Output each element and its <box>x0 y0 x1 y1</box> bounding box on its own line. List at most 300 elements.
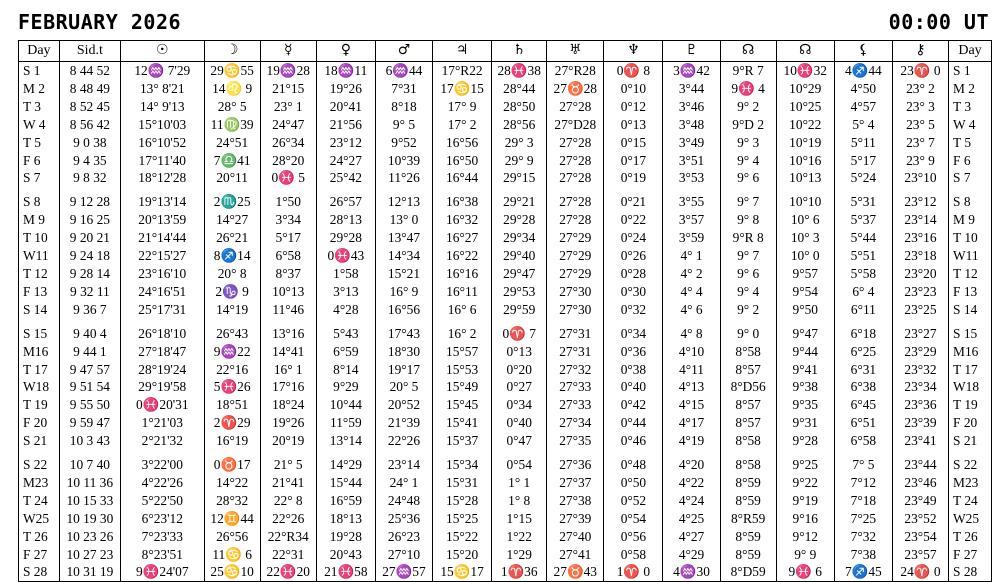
day-cell: T 5 <box>949 134 992 152</box>
chiron-cell: 24♈ 0 <box>892 563 948 581</box>
chiron-cell: 23°29 <box>892 343 948 361</box>
pluto-cell: 4° 8 <box>663 325 720 343</box>
table-row <box>19 528 992 546</box>
table-row <box>19 361 992 379</box>
venus-cell: 1°58 <box>316 265 375 283</box>
jupiter-cell: 16°11 <box>433 283 492 301</box>
true-node-cell: 9°50 <box>776 301 834 319</box>
uranus-cell: 27°32 <box>547 361 604 379</box>
sun-cell: 2°21'32 <box>120 432 204 450</box>
chiron-cell: 23°52 <box>892 510 948 528</box>
true-node-cell: 9°28 <box>776 432 834 450</box>
jupiter-cell: 15°31 <box>433 474 492 492</box>
column-header-venus: ♀ <box>316 41 375 62</box>
mercury-cell: 22° 8 <box>260 492 316 510</box>
venus-cell: 23°12 <box>316 134 375 152</box>
mean-node-cell: 9° 8 <box>720 211 776 229</box>
lilith-cell: 6°31 <box>834 361 892 379</box>
mean-node-cell: 9° 6 <box>720 265 776 283</box>
chiron-cell: 23° 9 <box>892 152 948 170</box>
mean-node-cell: 8°57 <box>720 414 776 432</box>
mercury-cell: 8°37 <box>260 265 316 283</box>
venus-cell: 13°14 <box>316 432 375 450</box>
jupiter-cell: 16°16 <box>433 265 492 283</box>
jupiter-cell: 16°50 <box>433 152 492 170</box>
day-cell: T 26 <box>949 528 992 546</box>
sun-cell: 4°22'26 <box>120 474 204 492</box>
chiron-cell: 23° 3 <box>892 98 948 116</box>
neptune-cell: 0°52 <box>604 492 663 510</box>
sun-cell: 3°22'00 <box>120 456 204 474</box>
day-cell: T 12 <box>19 265 60 283</box>
mercury-cell: 18°24 <box>260 396 316 414</box>
chiron-cell: 23°16 <box>892 229 948 247</box>
sun-cell: 12♒ 7'29 <box>120 62 204 80</box>
venus-cell: 6°59 <box>316 343 375 361</box>
mars-cell: 25°36 <box>375 510 432 528</box>
moon-cell: 11♍39 <box>204 116 260 134</box>
pluto-cell: 4° 1 <box>663 247 720 265</box>
mercury-cell: 5°17 <box>260 229 316 247</box>
pluto-cell: 4°29 <box>663 546 720 564</box>
sidereal-time-cell: 9 44 1 <box>59 343 120 361</box>
mercury-cell: 1°50 <box>260 193 316 211</box>
sidereal-time-cell: 8 48 49 <box>59 80 120 98</box>
jupiter-cell: 15°45 <box>433 396 492 414</box>
moon-cell: 8♐14 <box>204 247 260 265</box>
mercury-cell: 19°26 <box>260 414 316 432</box>
moon-cell: 26°56 <box>204 528 260 546</box>
day-cell: F 13 <box>949 283 992 301</box>
lilith-cell: 5°17 <box>834 152 892 170</box>
sidereal-time-cell: 9 32 11 <box>59 283 120 301</box>
moon-cell: 2♏25 <box>204 193 260 211</box>
column-header-jupiter: ♃ <box>433 41 492 62</box>
saturn-cell: 29° 3 <box>492 134 547 152</box>
day-cell: S 1 <box>949 62 992 80</box>
day-cell: T 5 <box>19 134 60 152</box>
uranus-cell: 27°34 <box>547 414 604 432</box>
jupiter-cell: 15♋17 <box>433 563 492 581</box>
column-header-true-node: ☊ <box>776 41 834 62</box>
day-cell: S 14 <box>19 301 60 319</box>
sidereal-time-cell: 9 28 14 <box>59 265 120 283</box>
lilith-cell: 7°32 <box>834 528 892 546</box>
pluto-cell: 4°17 <box>663 414 720 432</box>
venus-cell: 15°44 <box>316 474 375 492</box>
month-title: FEBRUARY 2026 <box>18 10 182 34</box>
day-cell: S 22 <box>949 456 992 474</box>
uranus-cell: 27°28 <box>547 134 604 152</box>
pluto-cell: 3°49 <box>663 134 720 152</box>
table-row <box>19 265 992 283</box>
table-row <box>19 247 992 265</box>
true-node-cell: 10°29 <box>776 80 834 98</box>
saturn-cell: 29°21 <box>492 193 547 211</box>
sun-cell: 21°14'44 <box>120 229 204 247</box>
sun-cell: 23°16'10 <box>120 265 204 283</box>
mean-node-cell: 8°R59 <box>720 510 776 528</box>
uranus-cell: 27°36 <box>547 456 604 474</box>
lilith-cell: 7♐45 <box>834 563 892 581</box>
mars-cell: 12°13 <box>375 193 432 211</box>
sidereal-time-cell: 10 7 40 <box>59 456 120 474</box>
chiron-cell: 23♈ 0 <box>892 62 948 80</box>
chiron-cell: 23°20 <box>892 265 948 283</box>
true-node-cell: 9°38 <box>776 378 834 396</box>
jupiter-cell: 17° 9 <box>433 98 492 116</box>
true-node-cell: 9°41 <box>776 361 834 379</box>
day-cell: F 20 <box>19 414 60 432</box>
mean-node-cell: 9° 4 <box>720 283 776 301</box>
mars-cell: 20°52 <box>375 396 432 414</box>
sidereal-time-cell: 9 55 50 <box>59 396 120 414</box>
uranus-cell: 27°30 <box>547 301 604 319</box>
table-row <box>19 474 992 492</box>
sidereal-time-cell: 9 40 4 <box>59 325 120 343</box>
true-node-cell: 10°19 <box>776 134 834 152</box>
neptune-cell: 0°50 <box>604 474 663 492</box>
uranus-cell: 27°28 <box>547 211 604 229</box>
mercury-cell: 20°19 <box>260 432 316 450</box>
mercury-cell: 13°16 <box>260 325 316 343</box>
uranus-cell: 27°31 <box>547 325 604 343</box>
mars-cell: 18°30 <box>375 343 432 361</box>
chiron-cell: 23°27 <box>892 325 948 343</box>
mean-node-cell: 9° 3 <box>720 134 776 152</box>
saturn-cell: 29°40 <box>492 247 547 265</box>
uranus-cell: 27°29 <box>547 247 604 265</box>
true-node-cell: 9°54 <box>776 283 834 301</box>
mercury-cell: 22°R34 <box>260 528 316 546</box>
lilith-cell: 5°31 <box>834 193 892 211</box>
chiron-cell: 23°25 <box>892 301 948 319</box>
jupiter-cell: 16°56 <box>433 134 492 152</box>
table-row <box>19 134 992 152</box>
table-row <box>19 229 992 247</box>
true-node-cell: 9°35 <box>776 396 834 414</box>
mercury-cell: 22°31 <box>260 546 316 564</box>
sidereal-time-cell: 9 24 18 <box>59 247 120 265</box>
table-row <box>19 152 992 170</box>
lilith-cell: 7°25 <box>834 510 892 528</box>
neptune-cell: 0°28 <box>604 265 663 283</box>
pluto-cell: 4°19 <box>663 432 720 450</box>
uranus-cell: 27♉28 <box>547 80 604 98</box>
table-row <box>19 301 992 319</box>
saturn-cell: 1° 1 <box>492 474 547 492</box>
sidereal-time-cell: 10 27 23 <box>59 546 120 564</box>
mercury-cell: 6°58 <box>260 247 316 265</box>
mean-node-cell: 8°57 <box>720 396 776 414</box>
venus-cell: 14°29 <box>316 456 375 474</box>
uranus-cell: 27°41 <box>547 546 604 564</box>
sidereal-time-cell: 8 56 42 <box>59 116 120 134</box>
true-node-cell: 9°22 <box>776 474 834 492</box>
venus-cell: 26°57 <box>316 193 375 211</box>
table-row <box>19 414 992 432</box>
saturn-cell: 29°28 <box>492 211 547 229</box>
pluto-cell: 3°51 <box>663 152 720 170</box>
mars-cell: 17°43 <box>375 325 432 343</box>
uranus-cell: 27°38 <box>547 492 604 510</box>
sun-cell: 1°21'03 <box>120 414 204 432</box>
venus-cell: 5°43 <box>316 325 375 343</box>
mean-node-cell: 8°58 <box>720 432 776 450</box>
jupiter-cell: 16°38 <box>433 193 492 211</box>
lilith-cell: 6°51 <box>834 414 892 432</box>
moon-cell: 26°43 <box>204 325 260 343</box>
neptune-cell: 0°46 <box>604 432 663 450</box>
sun-cell: 29°19'58 <box>120 378 204 396</box>
table-row <box>19 193 992 211</box>
venus-cell: 9°29 <box>316 378 375 396</box>
saturn-cell: 0°54 <box>492 456 547 474</box>
moon-cell: 22°16 <box>204 361 260 379</box>
sidereal-time-cell: 9 8 32 <box>59 169 120 187</box>
neptune-cell: 0°34 <box>604 325 663 343</box>
sun-cell: 20°13'59 <box>120 211 204 229</box>
neptune-cell: 0°30 <box>604 283 663 301</box>
day-cell: S 28 <box>19 563 60 581</box>
mercury-cell: 22♓20 <box>260 563 316 581</box>
chiron-cell: 23°54 <box>892 528 948 546</box>
day-cell: T 17 <box>949 361 992 379</box>
true-node-cell: 10°22 <box>776 116 834 134</box>
jupiter-cell: 15°57 <box>433 343 492 361</box>
saturn-cell: 28°44 <box>492 80 547 98</box>
mars-cell: 23°14 <box>375 456 432 474</box>
mercury-cell: 0♓ 5 <box>260 169 316 187</box>
day-cell: F 6 <box>19 152 60 170</box>
neptune-cell: 0°22 <box>604 211 663 229</box>
true-node-cell: 9°47 <box>776 325 834 343</box>
moon-cell: 16°19 <box>204 432 260 450</box>
venus-cell: 24°27 <box>316 152 375 170</box>
day-cell: S 21 <box>949 432 992 450</box>
pluto-cell: 4°11 <box>663 361 720 379</box>
sun-cell: 7°23'33 <box>120 528 204 546</box>
mean-node-cell: 9° 2 <box>720 301 776 319</box>
table-row <box>19 283 992 301</box>
saturn-cell: 0°40 <box>492 414 547 432</box>
pluto-cell: 4°20 <box>663 456 720 474</box>
true-node-cell: 9°57 <box>776 265 834 283</box>
true-node-cell: 9°19 <box>776 492 834 510</box>
saturn-cell: 29°59 <box>492 301 547 319</box>
ephemeris-table <box>18 40 992 582</box>
mars-cell: 19°17 <box>375 361 432 379</box>
moon-cell: 0♉17 <box>204 456 260 474</box>
pluto-cell: 4♒30 <box>663 563 720 581</box>
day-cell: W18 <box>19 378 60 396</box>
mars-cell: 7°31 <box>375 80 432 98</box>
jupiter-cell: 15°25 <box>433 510 492 528</box>
pluto-cell: 3°44 <box>663 80 720 98</box>
true-node-cell: 9♓ 6 <box>776 563 834 581</box>
sidereal-time-cell: 10 19 30 <box>59 510 120 528</box>
sun-cell: 25°17'31 <box>120 301 204 319</box>
moon-cell: 12♊44 <box>204 510 260 528</box>
column-header-sidereal-time: Sid.t <box>59 41 120 62</box>
venus-cell: 11°59 <box>316 414 375 432</box>
day-cell: M16 <box>949 343 992 361</box>
saturn-cell: 0°47 <box>492 432 547 450</box>
day-cell: F 20 <box>949 414 992 432</box>
saturn-cell: 1°15 <box>492 510 547 528</box>
mars-cell: 24° 1 <box>375 474 432 492</box>
uranus-cell: 27°29 <box>547 265 604 283</box>
sidereal-time-cell: 10 3 43 <box>59 432 120 450</box>
sidereal-time-cell: 10 15 33 <box>59 492 120 510</box>
column-header-chiron: ⚷ <box>892 41 948 62</box>
mars-cell: 9°52 <box>375 134 432 152</box>
sidereal-time-cell: 9 59 47 <box>59 414 120 432</box>
lilith-cell: 5° 4 <box>834 116 892 134</box>
pluto-cell: 4°13 <box>663 378 720 396</box>
sidereal-time-cell: 9 4 35 <box>59 152 120 170</box>
lilith-cell: 4♐44 <box>834 62 892 80</box>
column-header-uranus: ♅ <box>547 41 604 62</box>
mercury-cell: 22°26 <box>260 510 316 528</box>
day-cell: S 15 <box>949 325 992 343</box>
mars-cell: 14°34 <box>375 247 432 265</box>
saturn-cell: 28°56 <box>492 116 547 134</box>
table-row <box>19 396 992 414</box>
moon-cell: 14♌ 9 <box>204 80 260 98</box>
jupiter-cell: 16°44 <box>433 169 492 187</box>
mean-node-cell: 8°D59 <box>720 563 776 581</box>
lilith-cell: 6° 4 <box>834 283 892 301</box>
day-cell: S 14 <box>949 301 992 319</box>
true-node-cell: 9°12 <box>776 528 834 546</box>
day-cell: S 15 <box>19 325 60 343</box>
lilith-cell: 6°45 <box>834 396 892 414</box>
moon-cell: 11♋ 6 <box>204 546 260 564</box>
true-node-cell: 9° 9 <box>776 546 834 564</box>
saturn-cell: 29°15 <box>492 169 547 187</box>
mars-cell: 10°39 <box>375 152 432 170</box>
saturn-cell: 29°53 <box>492 283 547 301</box>
neptune-cell: 0°54 <box>604 510 663 528</box>
pluto-cell: 4° 2 <box>663 265 720 283</box>
mean-node-cell: 9° 7 <box>720 247 776 265</box>
day-cell: T 17 <box>19 361 60 379</box>
day-cell: M 9 <box>949 211 992 229</box>
true-node-cell: 9°25 <box>776 456 834 474</box>
true-node-cell: 10° 6 <box>776 211 834 229</box>
mercury-cell: 23° 1 <box>260 98 316 116</box>
neptune-cell: 0°32 <box>604 301 663 319</box>
neptune-cell: 0°21 <box>604 193 663 211</box>
mercury-cell: 26°34 <box>260 134 316 152</box>
mean-node-cell: 9° 2 <box>720 98 776 116</box>
venus-cell: 21♓58 <box>316 563 375 581</box>
table-row <box>19 456 992 474</box>
mean-node-cell: 9°R 8 <box>720 229 776 247</box>
day-cell: S 7 <box>949 169 992 187</box>
day-cell: W11 <box>19 247 60 265</box>
sidereal-time-cell: 9 51 54 <box>59 378 120 396</box>
true-node-cell: 9°31 <box>776 414 834 432</box>
pluto-cell: 4° 4 <box>663 283 720 301</box>
day-cell: T 24 <box>949 492 992 510</box>
mars-cell: 6♒44 <box>375 62 432 80</box>
sun-cell: 27°18'47 <box>120 343 204 361</box>
mean-node-cell: 8°59 <box>720 546 776 564</box>
chiron-cell: 23°41 <box>892 432 948 450</box>
uranus-cell: 27♉43 <box>547 563 604 581</box>
table-header <box>19 41 992 62</box>
mean-node-cell: 9° 4 <box>720 152 776 170</box>
column-header-mean-node: ☊ <box>720 41 776 62</box>
mercury-cell: 21° 5 <box>260 456 316 474</box>
column-header-mars: ♂ <box>375 41 432 62</box>
saturn-cell: 29° 9 <box>492 152 547 170</box>
saturn-cell: 0°34 <box>492 396 547 414</box>
sidereal-time-cell: 8 52 45 <box>59 98 120 116</box>
chiron-cell: 23° 5 <box>892 116 948 134</box>
pluto-cell: 3°48 <box>663 116 720 134</box>
day-cell: W25 <box>949 510 992 528</box>
venus-cell: 19°26 <box>316 80 375 98</box>
mercury-cell: 21°15 <box>260 80 316 98</box>
venus-cell: 28°13 <box>316 211 375 229</box>
pluto-cell: 4° 6 <box>663 301 720 319</box>
jupiter-cell: 15°22 <box>433 528 492 546</box>
mars-cell: 21°39 <box>375 414 432 432</box>
mars-cell: 27°10 <box>375 546 432 564</box>
mars-cell: 9° 5 <box>375 116 432 134</box>
jupiter-cell: 15°53 <box>433 361 492 379</box>
chiron-cell: 23°23 <box>892 283 948 301</box>
uranus-cell: 27°40 <box>547 528 604 546</box>
mars-cell: 15°21 <box>375 265 432 283</box>
mercury-cell: 11°46 <box>260 301 316 319</box>
sidereal-time-cell: 10 23 26 <box>59 528 120 546</box>
mercury-cell: 17°16 <box>260 378 316 396</box>
neptune-cell: 0°44 <box>604 414 663 432</box>
table-row <box>19 80 992 98</box>
day-cell: F 13 <box>19 283 60 301</box>
day-cell: T 19 <box>949 396 992 414</box>
sidereal-time-cell: 10 11 36 <box>59 474 120 492</box>
mean-node-cell: 9° 7 <box>720 193 776 211</box>
uranus-cell: 27°37 <box>547 474 604 492</box>
lilith-cell: 7°12 <box>834 474 892 492</box>
sun-cell: 26°18'10 <box>120 325 204 343</box>
mars-cell: 16°56 <box>375 301 432 319</box>
chiron-cell: 23°46 <box>892 474 948 492</box>
true-node-cell: 10°16 <box>776 152 834 170</box>
pluto-cell: 4°15 <box>663 396 720 414</box>
chiron-cell: 23° 2 <box>892 80 948 98</box>
pluto-cell: 3°59 <box>663 229 720 247</box>
chiron-cell: 23°18 <box>892 247 948 265</box>
true-node-cell: 10°13 <box>776 169 834 187</box>
mean-node-cell: 9♓ 4 <box>720 80 776 98</box>
saturn-cell: 29°34 <box>492 229 547 247</box>
neptune-cell: 0°40 <box>604 378 663 396</box>
mean-node-cell: 8°59 <box>720 474 776 492</box>
venus-cell: 4°28 <box>316 301 375 319</box>
neptune-cell: 0°26 <box>604 247 663 265</box>
table-row <box>19 98 992 116</box>
day-cell: T 12 <box>949 265 992 283</box>
saturn-cell: 0°13 <box>492 343 547 361</box>
day-cell: M 2 <box>949 80 992 98</box>
lilith-cell: 5°37 <box>834 211 892 229</box>
